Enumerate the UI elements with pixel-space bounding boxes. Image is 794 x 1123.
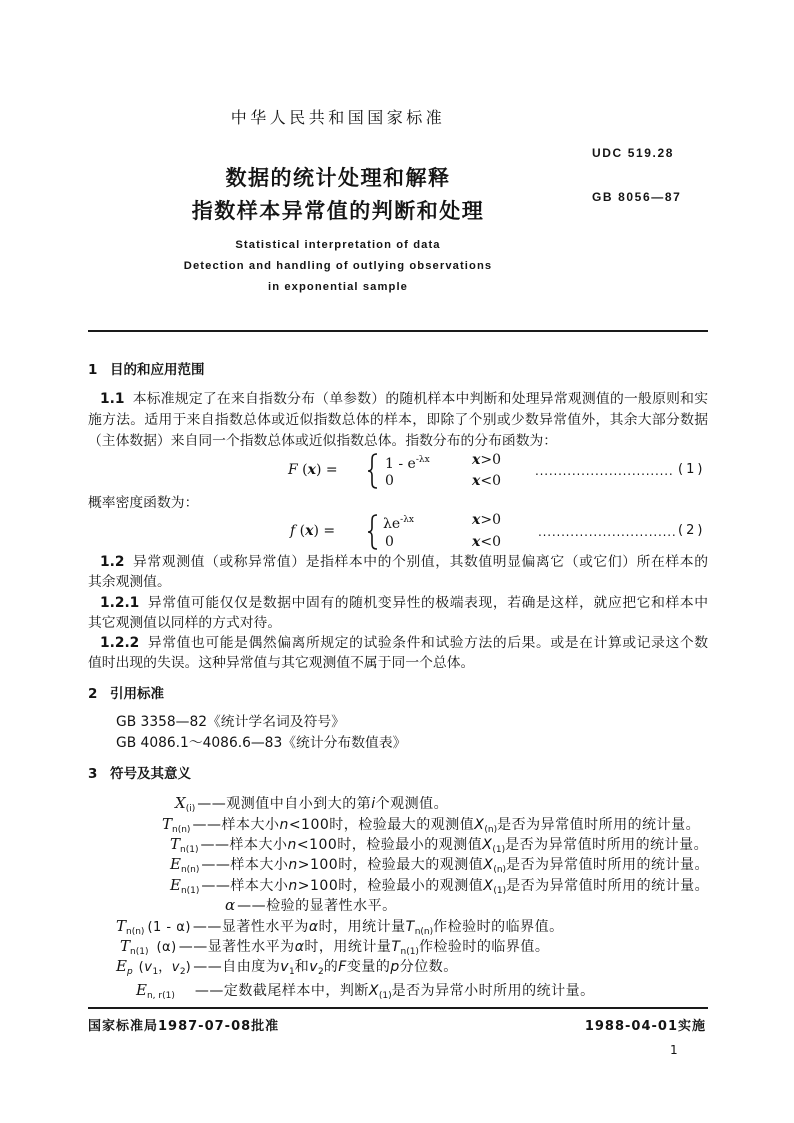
definition-variable: p (390, 959, 400, 975)
definition-text: 作检验时的临界值。 (433, 919, 564, 935)
definition-text: 时，用统计量 (318, 919, 406, 935)
lhs-close-equals: ) = (313, 523, 336, 539)
equation-2-condition-2 (472, 533, 501, 551)
title-en-line-3: in exponential sample (268, 281, 408, 293)
section-title: 目的和应用范围 (110, 362, 205, 378)
density-intro: 概率密度函数为： (88, 495, 199, 511)
definition-variable: X (368, 983, 379, 999)
equation-1-condition-1 (472, 451, 501, 469)
paragraph-1-2-2-line-2: 值时出现的失误。这种异常值与其它观测值不属于同一个总体。 (88, 655, 475, 671)
definition-subscript: (1) (492, 845, 506, 855)
definition-variable: T (405, 919, 415, 935)
definition-variable: X (474, 817, 485, 833)
definition-subscript: 1 (289, 967, 295, 977)
equation-number: (1) (678, 462, 706, 477)
effective-date: 1988-04-01实施 (584, 1019, 706, 1034)
em-dash: —— (194, 983, 224, 999)
definition-variable: n (287, 837, 297, 853)
definition-text: 是否为异常值时所用的统计量。 (506, 878, 710, 894)
symbol-subscript: n(1) (180, 886, 200, 896)
definition-text: 是否为异常小时所用的统计量。 (391, 983, 595, 999)
paragraph-1-2-1-line-2: 其它观测值以同样的方式对待。 (88, 615, 282, 631)
variable: x (472, 512, 481, 528)
symbol-subscript: p (126, 967, 133, 977)
variable: x (472, 473, 481, 489)
symbol: E (116, 957, 127, 975)
definition-variable: α (308, 919, 319, 935)
section-number: 3 (88, 766, 98, 782)
symbol-subscript: n(n) (180, 865, 200, 875)
definition-variable: v (309, 959, 319, 975)
symbol-subscript: n(n) (126, 927, 145, 937)
definition-variable: X (483, 857, 494, 873)
header-rule (88, 330, 708, 332)
equation-1-lhs (288, 461, 338, 479)
exponent: -λx (400, 515, 414, 525)
paragraph-1-2-line-1 (100, 552, 708, 572)
paragraph-1-1-line-1 (100, 389, 708, 409)
em-dash: —— (200, 837, 230, 853)
definition-variable: X (482, 837, 493, 853)
definition-variable: α (294, 939, 305, 955)
definition-text: 定数截尾样本中，判断 (223, 983, 369, 999)
equation-2-lhs (290, 522, 335, 540)
paragraph-text: 异常值也可能是偶然偏离所规定的试验条件和试验方法的后果。或是在计算或记录这个数 (147, 635, 708, 651)
definition-variable: F (338, 959, 347, 975)
symbol-argument-open: ( (138, 960, 145, 975)
definition-text: 时，用统计量 (304, 939, 392, 955)
page-number: 1 (670, 1043, 678, 1057)
title-cn-line-1: 数据的统计处理和解释 (225, 166, 451, 190)
section-2-heading (88, 684, 164, 704)
em-dash: —— (178, 939, 208, 955)
definition-variable: n (279, 817, 289, 833)
paragraph-1-2-1-line-1 (100, 593, 708, 613)
definition-text: 分位数。 (399, 959, 458, 975)
udc-code: UDC 519.28 (592, 146, 675, 160)
function-symbol: F (288, 462, 298, 478)
symbol-subscript: n(1) (130, 947, 149, 957)
gb-standard-number: GB 8056—87 (592, 190, 682, 204)
definition-subscript: (1) (378, 991, 392, 1001)
symbol-argument-variable: v (144, 960, 153, 975)
symbol-subscript: n(1) (180, 845, 199, 855)
section-1-heading (88, 360, 205, 380)
symbol: T (120, 937, 131, 955)
lhs-open: ( (295, 523, 306, 539)
definition-variable: X (483, 878, 494, 894)
symbol: T (170, 835, 181, 853)
paragraph-1-2-2-line-1 (100, 633, 708, 653)
definition-text: >100时，检验最小的观测值 (297, 878, 484, 894)
symbol: E (170, 855, 181, 873)
equation-2-case-2: 0 (385, 534, 394, 550)
symbol: T (116, 917, 127, 935)
definition-text: 显著性水平为 (221, 919, 309, 935)
symbol-argument-subscript: 1 (152, 967, 159, 977)
symbol: E (170, 876, 181, 894)
definition-text: <100时，检验最小的观测值 (296, 837, 483, 853)
variable: x (307, 462, 316, 478)
symbol-row (136, 980, 595, 1006)
definition-variable: n (288, 878, 298, 894)
definition-variable: i (371, 796, 376, 812)
paragraph-text: 异常观测值（或称异常值）是指样本中的个别值，其数值明显偏离它（或它们）所在样本的 (132, 554, 708, 570)
title-en-line-1: Statistical interpretation of data (235, 239, 441, 251)
equation-number: (2) (678, 523, 706, 538)
symbol-row (116, 956, 458, 982)
exponent: -λx (415, 455, 430, 465)
clause-number: 1.2 (100, 554, 125, 570)
symbol-argument: (1 - α) (147, 920, 191, 935)
em-dash: —— (192, 817, 222, 833)
definition-variable: v (280, 959, 290, 975)
title-cn-line-2: 指数样本异常值的判断和处理 (191, 199, 485, 223)
definition-subscript: n(n) (414, 927, 434, 937)
definition-text: 样本大小 (230, 857, 289, 873)
symbol-argument-close: ) (185, 960, 192, 975)
expression: λe (383, 516, 401, 532)
definition-text: >100时，检验最大的观测值 (297, 857, 484, 873)
definition-text: 自由度为 (222, 959, 281, 975)
em-dash: —— (193, 959, 223, 975)
em-dash: —— (237, 898, 267, 914)
em-dash: —— (192, 919, 222, 935)
section-number: 2 (88, 686, 98, 702)
em-dash: —— (201, 878, 231, 894)
symbol-subscript: n, r(1) (146, 991, 175, 1001)
symbol-argument: (α) (156, 940, 177, 955)
dot-leader: .............................. (535, 464, 674, 478)
clause-number: 1.2.2 (100, 635, 140, 651)
definition-subscript: (n) (493, 865, 507, 875)
definition-subscript: (1) (493, 886, 507, 896)
left-brace-icon (366, 453, 380, 489)
symbol-subscript: (i) (185, 804, 196, 814)
em-dash: —— (197, 796, 227, 812)
section-title: 引用标准 (110, 686, 164, 702)
reference-item: GB 3358—82《统计学名词及符号》 (116, 714, 345, 730)
definition-variable: T (391, 939, 401, 955)
definition-text: 样本大小 (221, 817, 280, 833)
definition-subscript: (n) (484, 825, 498, 835)
section-title: 符号及其意义 (110, 766, 191, 782)
left-brace-icon (366, 514, 380, 550)
definition-text: 是否为异常值时所用的统计量。 (505, 837, 709, 853)
reference-item: GB 4086.1～4086.6—83《统计分布数值表》 (116, 735, 407, 751)
dot-leader: .............................. (538, 525, 677, 539)
variable: x (472, 534, 481, 550)
definition-text: 是否为异常值时所用的统计量。 (506, 857, 710, 873)
definition-text: 检验的显著性水平。 (266, 898, 397, 914)
equation-1-condition-2 (472, 472, 501, 490)
definition-variable: n (288, 857, 298, 873)
equation-2-condition-1 (472, 511, 501, 529)
symbol-argument-variable: v (171, 960, 180, 975)
clause-number: 1.2.1 (100, 595, 140, 611)
title-en-line-2: Detection and handling of outlying observations (183, 260, 493, 272)
definition-text: 和 (294, 959, 310, 975)
definition-text: 个观测值。 (375, 796, 449, 812)
condition: >0 (480, 452, 501, 468)
paragraph-1-1-line-2: 施方法。适用于来自指数总体或近似指数总体的样本，即除了个别或少数异常值外，其余大部分数据 (88, 412, 708, 428)
lhs-close-equals: ) = (316, 462, 338, 478)
condition: <0 (480, 473, 501, 489)
definition-text: 的 (323, 959, 339, 975)
symbol-subscript: n(n) (172, 825, 191, 835)
definition-text: 变量的 (346, 959, 391, 975)
symbol-row (225, 895, 397, 916)
lhs-open: ( (297, 462, 308, 478)
definition-text: 样本大小 (230, 878, 289, 894)
definition-text: 显著性水平为 (207, 939, 295, 955)
paragraph-text: 异常值可能仅仅是数据中固有的随机变异性的极端表现，若确是这样，就应把它和样本中 (147, 595, 708, 611)
definition-text: 作检验时的临界值。 (418, 939, 550, 955)
footer-rule (88, 1007, 708, 1009)
definition-text: <100时，检验最大的观测值 (288, 817, 475, 833)
definition-text: 观测值中自小到大的第 (226, 796, 372, 812)
condition: >0 (480, 512, 501, 528)
symbol: T (162, 815, 173, 833)
symbol: X (175, 794, 186, 812)
symbol-argument-subscript: 2 (179, 967, 186, 977)
paragraph-text: 本标准规定了在来自指数分布（单参数）的随机样本中判断和处理异常观测值的一般原则和实 (132, 391, 708, 407)
em-dash: —— (201, 857, 231, 873)
definition-text: 样本大小 (229, 837, 288, 853)
equation-2-case-1 (383, 511, 414, 533)
paragraph-1-2-line-2: 其余观测值。 (88, 574, 171, 590)
national-standard-label: 中华人民共和国国家标准 (230, 108, 446, 127)
expression: 1 - e (385, 456, 416, 472)
definition-subscript: 2 (318, 967, 324, 977)
section-number: 1 (88, 362, 98, 378)
condition: <0 (480, 534, 501, 550)
variable: x (305, 523, 314, 539)
symbol: E (136, 981, 147, 999)
equation-1-case-2: 0 (385, 473, 394, 489)
clause-number: 1.1 (100, 391, 125, 407)
symbol-argument-comma: ， (158, 960, 172, 975)
equation-1-case-1 (385, 451, 430, 473)
definition-text: 是否为异常值时所用的统计量。 (497, 817, 701, 833)
definition-subscript: n(1) (400, 947, 419, 957)
variable: x (472, 452, 481, 468)
section-3-heading (88, 764, 191, 784)
function-symbol: f (290, 523, 296, 539)
symbol: α (225, 896, 236, 914)
paragraph-1-1-line-3: （主体数据）来自同一个指数总体或近似指数总体。指数分布的分布函数为： (88, 433, 558, 449)
approval-date: 国家标准局1987-07-08批准 (88, 1019, 280, 1034)
